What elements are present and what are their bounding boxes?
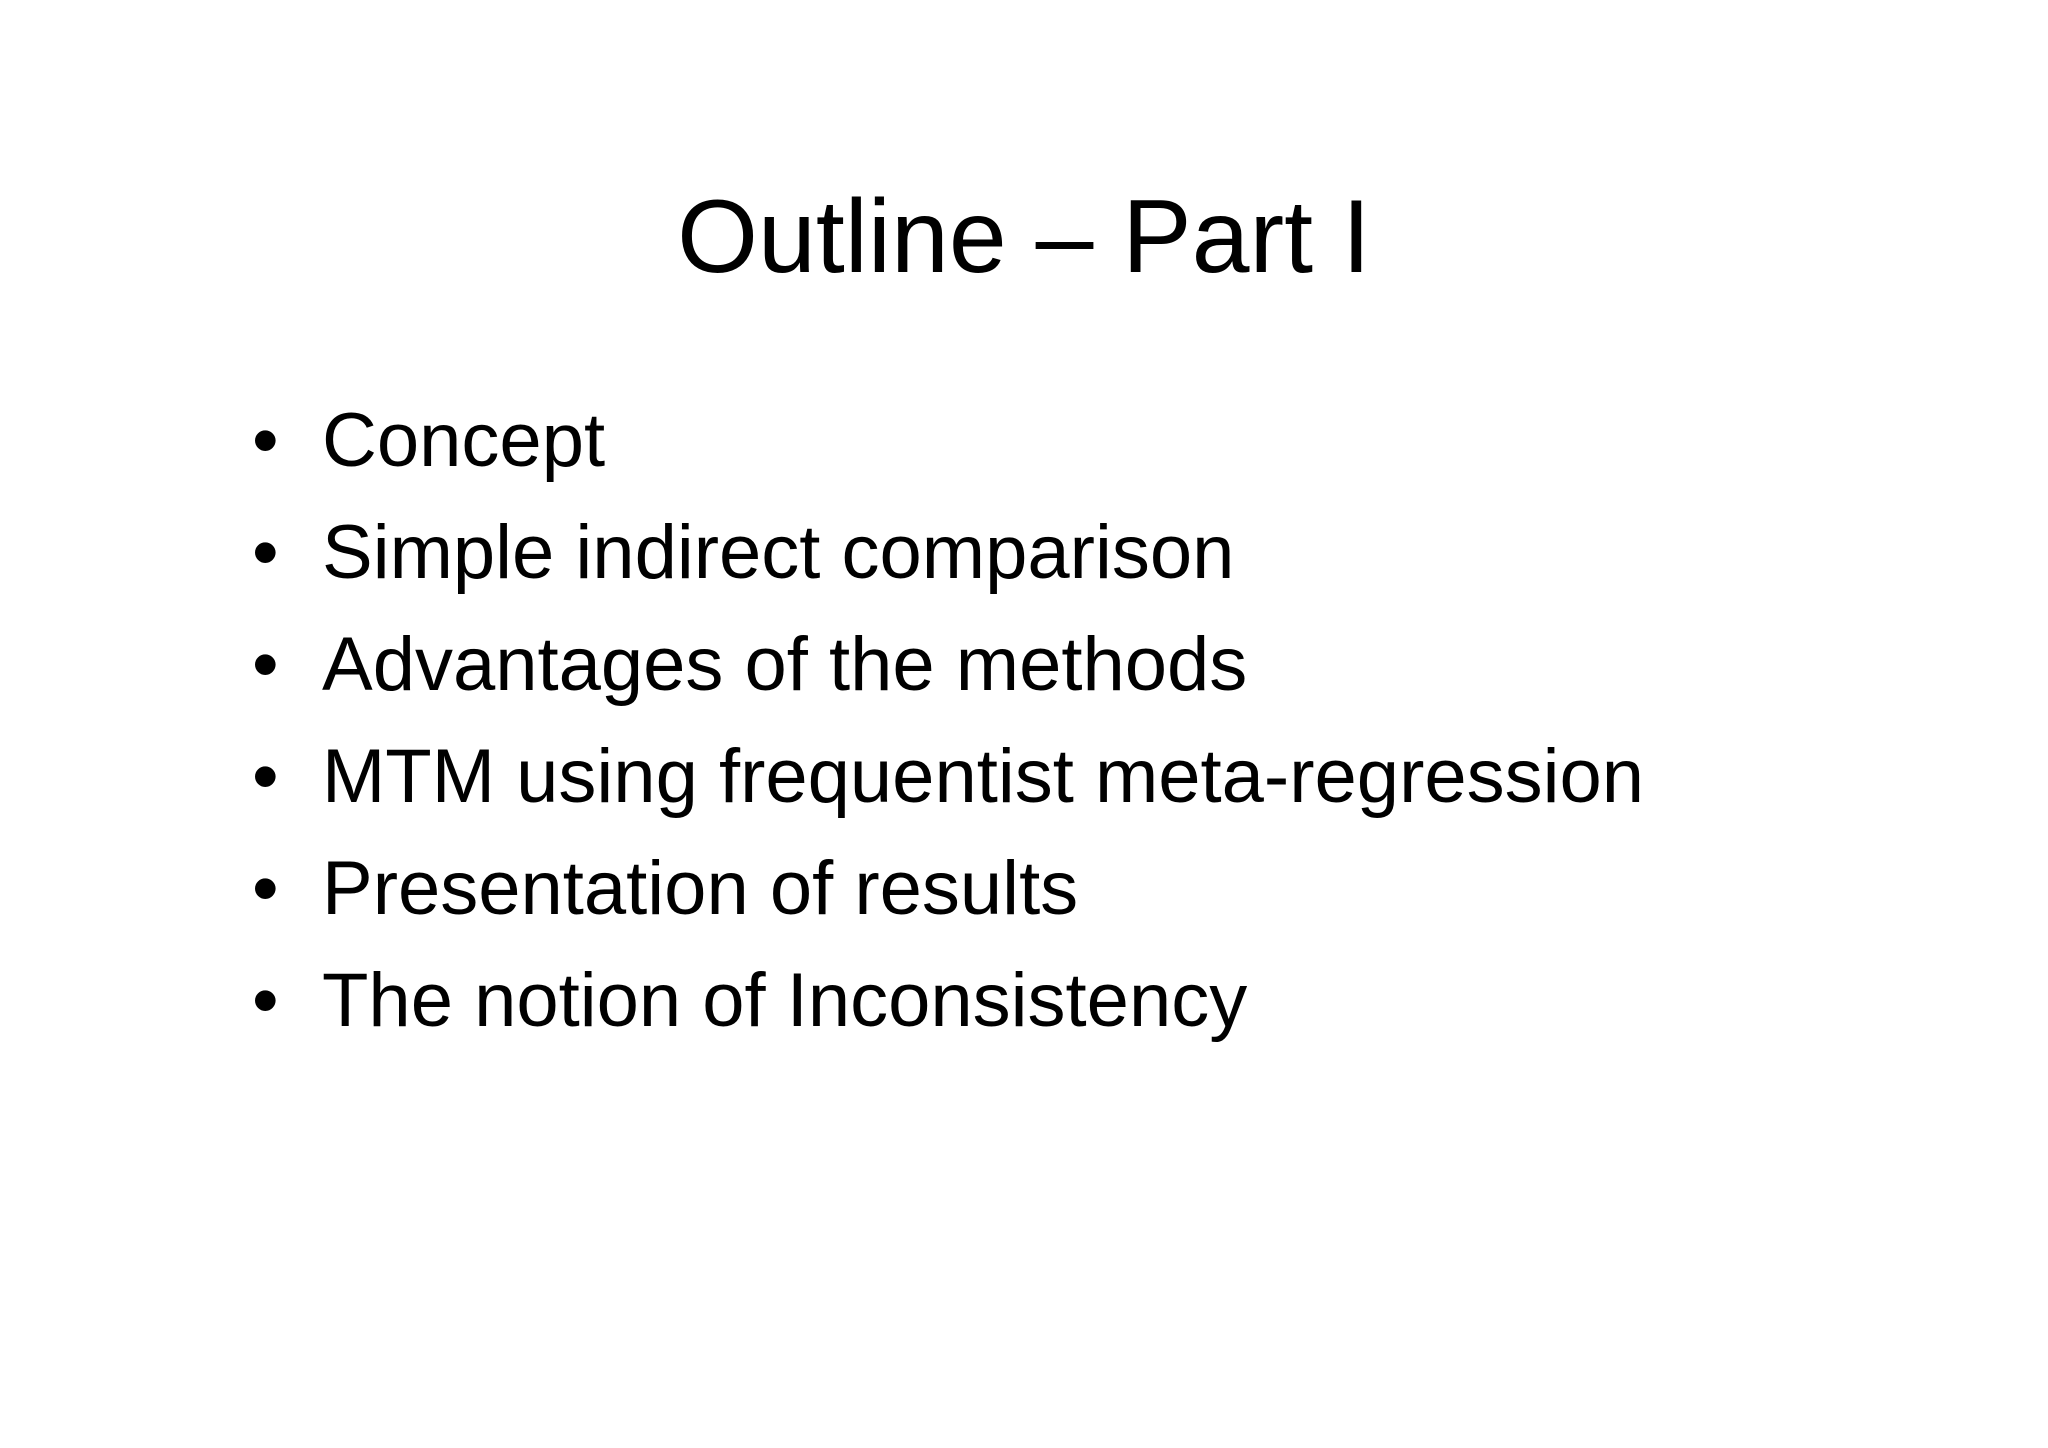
list-item-text: Simple indirect comparison: [322, 510, 1235, 595]
bullet-icon: •: [252, 510, 279, 595]
list-item-text: Concept: [322, 398, 606, 483]
slide-title: Outline – Part I: [677, 179, 1371, 295]
list-item-text: Advantages of the methods: [322, 622, 1248, 707]
list-item: [252, 385, 1644, 497]
list-item: [252, 609, 1644, 721]
list-item-text: MTM using frequentist meta-regression: [322, 734, 1645, 819]
bullet-icon: •: [252, 622, 279, 707]
outline-list: [252, 385, 1644, 1057]
list-item: [252, 721, 1644, 833]
bullet-icon: •: [252, 398, 279, 483]
list-item: [252, 945, 1644, 1057]
bullet-icon: •: [252, 734, 279, 819]
list-item-text: The notion of Inconsistency: [322, 958, 1248, 1043]
list-item: [252, 833, 1644, 945]
list-item: [252, 497, 1644, 609]
list-item-text: Presentation of results: [322, 846, 1079, 931]
bullet-icon: •: [252, 846, 279, 931]
bullet-icon: •: [252, 958, 279, 1043]
